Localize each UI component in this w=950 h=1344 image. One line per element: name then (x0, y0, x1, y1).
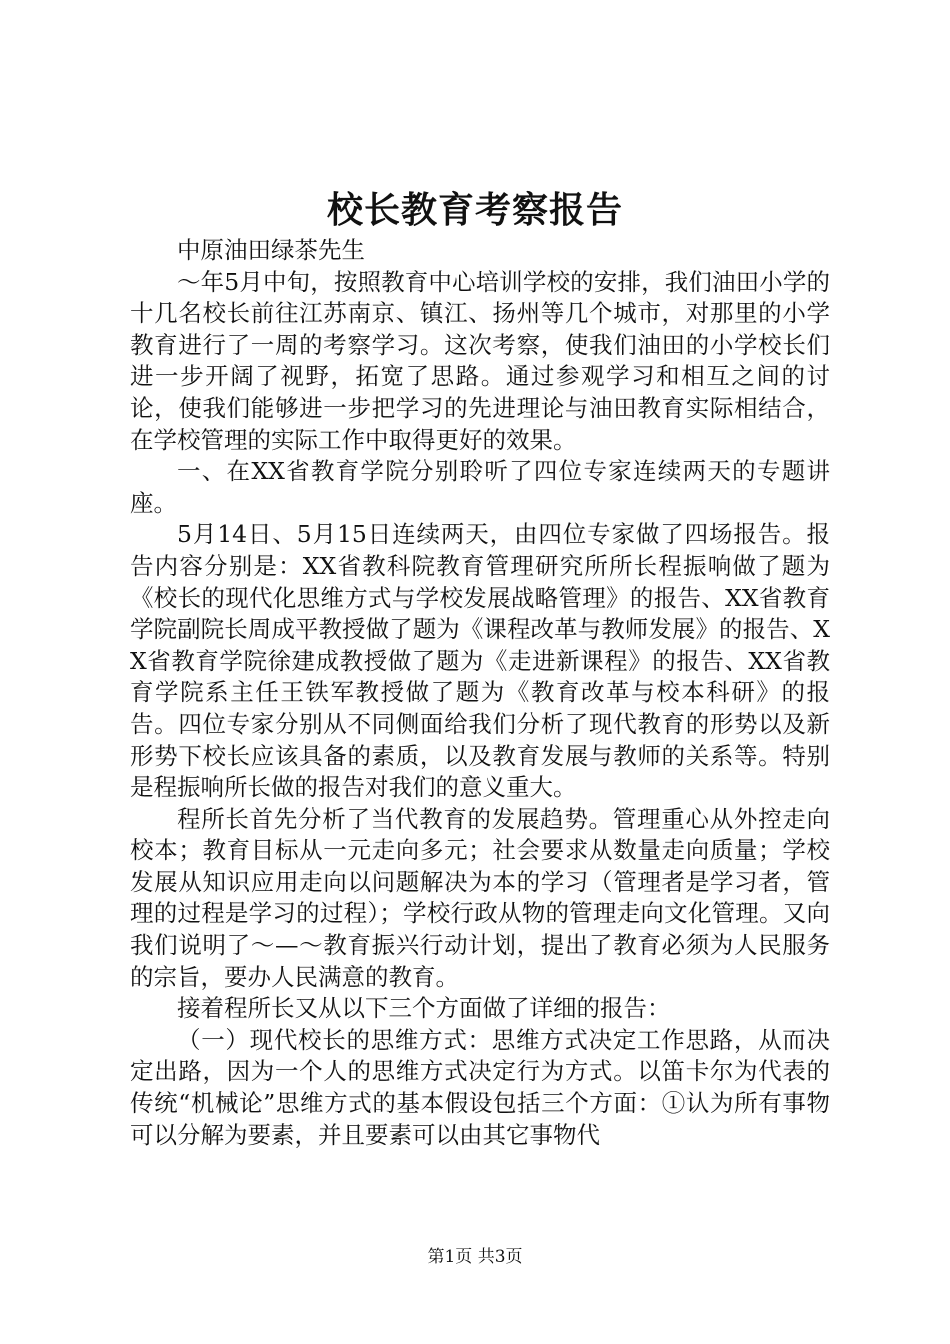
body-paragraph: （一）现代校长的思维方式：思维方式决定工作思路，从而决定出路，因为一个人的思维方式决定行为方式。以笛卡尔为代表的传统“机械论”思维方式的基本假设包括三个方面：①认为所有事物可以分解为要素，并且要素可以由其它事物代 (130, 1025, 830, 1149)
page-footer: 第1页 共3页 (427, 1247, 523, 1267)
author-line: 中原油田绿茶先生 (177, 236, 365, 264)
body-paragraph: 5月14日、5月15日连续两天，由四位专家做了四场报告。报告内容分别是：XX省教科院教育管理研究所所长程振响做了题为《校长的现代化思维方式与学校发展战略管理》的报告、XX省教育学院副院长周成平教授做了题为《课程改革与教师发展》的报告、XX省教育学院徐建成教授做了题为《走进新课程》的报告、XX省教育学院系主任王铁军教授做了题为《教育改革与校本科研》的报告。四位专家分别从不同侧面给我们分析了现代教育的形势以及新形势下校长应该具备的素质，以及教育发展与教师的关系等。特别是程振响所长做的报告对我们的意义重大。 (130, 520, 830, 802)
document-body (130, 235, 830, 1151)
body-paragraph: 程所长首先分析了当代教育的发展趋势。管理重心从外控走向校本；教育目标从一元走向多元；社会要求从数量走向质量；学校发展从知识应用走向以问题解决为本的学习（管理者是学习者，管理的过程是学习的过程）；学校行政从物的管理走向文化管理。又向我们说明了～—～教育振兴行动计划，提出了教育必须为人民服务的宗旨，要办人民满意的教育。 (130, 804, 830, 991)
body-paragraph: 接着程所长又从以下三个方面做了详细的报告： (177, 994, 671, 1023)
section-heading: 一、在XX省教育学院分别聆听了四位专家连续两天的专题讲座。 (130, 457, 830, 517)
document-title: 校长教育考察报告 (326, 189, 623, 231)
body-paragraph: ～年5月中旬，按照教育中心培训学校的安排，我们油田小学的十几名校长前往江苏南京、镇江、扬州等几个城市，对那里的小学教育进行了一周的考察学习。这次考察，使我们油田的小学校长们进一步开阔了视野，拓宽了思路。通过参观学习和相互之间的讨论，使我们能够进一步把学习的先进理论与油田教育实际相结合，在学校管理的实际工作中取得更好的效果。 (130, 267, 830, 454)
